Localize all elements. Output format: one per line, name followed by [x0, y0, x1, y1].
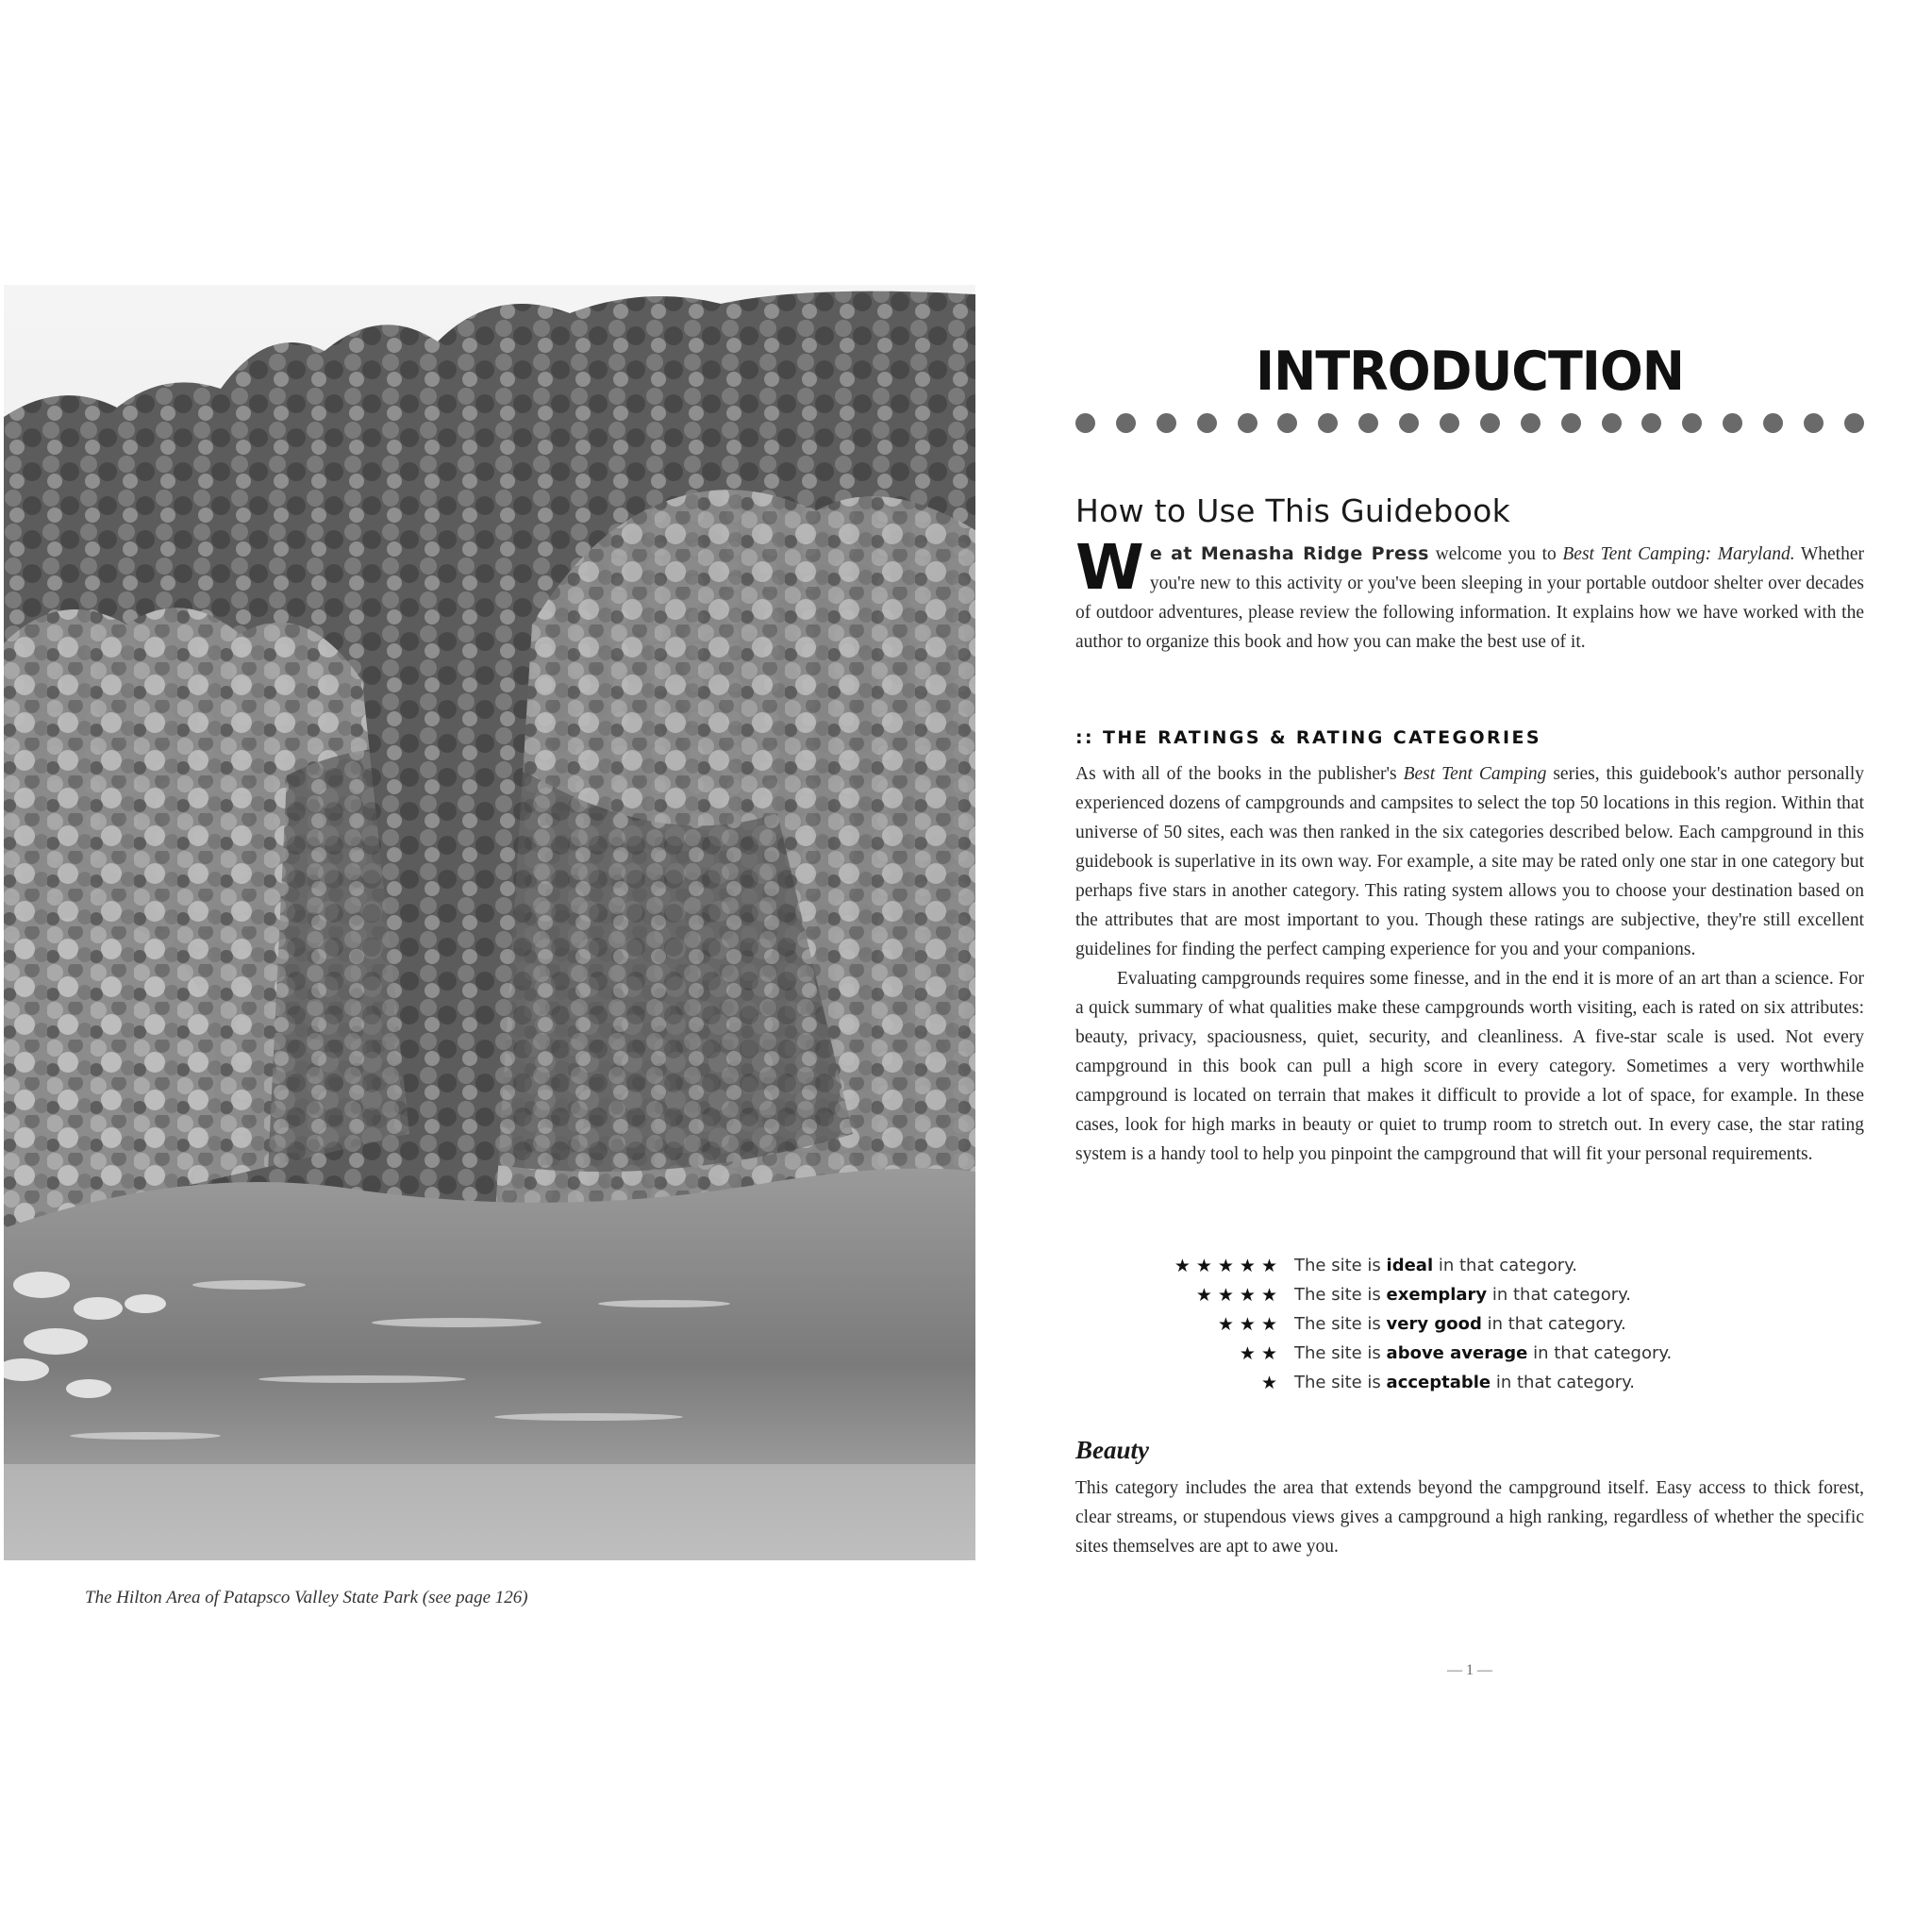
- divider-dot: [1238, 413, 1257, 433]
- ratings-paragraph-2: Evaluating campgrounds requires some finesse, and in the end it is more of an art than a science. For a quick summary of what qualities make these campgrounds worth visiting, each is rated on six attributes: beauty, privacy, spaciousness, quiet, security, and cleanliness. A five-star scale is used. Not every campground in this book can pull a high score in every category. Sometimes a very worthwhile campground is located on terrain that makes it difficult to provide a lot of space, for example. In these cases, look for high marks in beauty or quiet to trump room to stretch out. In every case, the star rating system is a handy tool to help you pinpoint the campground that will fit your personal requirements.: [1075, 969, 1864, 1164]
- ratings-heading: :: THE RATINGS & RATING CATEGORIES: [1075, 727, 1541, 748]
- star-desc-before: The site is: [1294, 1256, 1387, 1275]
- divider-dot: [1763, 413, 1783, 433]
- star-row-2: [1113, 1339, 1679, 1368]
- star-description: [1294, 1373, 1635, 1392]
- star-description: [1294, 1343, 1672, 1363]
- divider-dot: [1561, 413, 1581, 433]
- star-icon: ★★: [1239, 1342, 1283, 1364]
- star-icon: ★: [1260, 1372, 1283, 1393]
- star-description: [1294, 1285, 1631, 1305]
- star-desc-after: in that category.: [1433, 1256, 1577, 1275]
- star-row-3: [1113, 1309, 1679, 1339]
- intro-text-after: Whether you're new to this activity or you've been sleeping in your portable outdoor shelter over decades of outdoor adventures, please review the following information. It explains how we have worked with the author to organize this book and how you can make the best use of it.: [1075, 544, 1865, 652]
- divider-dot: [1157, 413, 1176, 433]
- star-description: [1294, 1256, 1577, 1275]
- intro-text-before: welcome you to: [1428, 544, 1563, 564]
- divider-dot: [1318, 413, 1338, 433]
- star-desc-after: in that category.: [1481, 1314, 1626, 1334]
- divider-dot: [1682, 413, 1702, 433]
- star-description: [1294, 1314, 1626, 1334]
- star-scale: [1113, 1251, 1679, 1397]
- chapter-title: INTRODUCTION: [1256, 340, 1684, 403]
- star-term: ideal: [1386, 1256, 1434, 1275]
- star-desc-before: The site is: [1294, 1314, 1387, 1334]
- divider-dot: [1116, 413, 1136, 433]
- section-heading: How to Use This Guidebook: [1075, 492, 1511, 529]
- star-term: acceptable: [1386, 1373, 1491, 1392]
- photo-caption: The Hilton Area of Patapsco Valley State Park (see page 126): [85, 1588, 528, 1607]
- star-term: very good: [1386, 1314, 1482, 1334]
- divider-dot: [1804, 413, 1824, 433]
- star-row-1: [1113, 1368, 1679, 1397]
- intro-paragraph: [1075, 531, 1865, 657]
- divider-dot: [1641, 413, 1661, 433]
- star-desc-before: The site is: [1294, 1285, 1387, 1305]
- divider-dot: [1844, 413, 1864, 433]
- ratings-paragraph-1: [1075, 759, 1864, 964]
- star-icon: ★★★★: [1195, 1284, 1283, 1306]
- drop-cap: W: [1075, 531, 1144, 604]
- series-title: Best Tent Camping: [1403, 764, 1547, 784]
- divider-dot: [1197, 413, 1217, 433]
- star-term: exemplary: [1386, 1285, 1488, 1305]
- divider-dot: [1075, 413, 1095, 433]
- divider-dot: [1399, 413, 1419, 433]
- star-row-4: [1113, 1280, 1679, 1309]
- star-desc-after: in that category.: [1491, 1373, 1635, 1392]
- star-desc-after: in that category.: [1527, 1343, 1673, 1363]
- star-desc-before: The site is: [1294, 1373, 1387, 1392]
- beauty-heading: Beauty: [1075, 1436, 1149, 1464]
- divider-dot: [1440, 413, 1459, 433]
- ratings-p1-after: series, this guidebook's author personally experienced dozens of campgrounds and campsites to select the top 50 locations in this region. Within that universe of 50 sites, each was then ranked in the six categories described below. Each campground in this guidebook is superlative in its own way. For example, a site may be rated only one star in one category but perhaps five stars in another category. This rating system allows you to choose your destination based on the attributes that are most important to you. Though these ratings are subjective, they're still excellent guidelines for finding the perfect camping experience for you and your companions.: [1075, 764, 1864, 959]
- divider-dot: [1723, 413, 1742, 433]
- intro-lead: e at Menasha Ridge Press: [1149, 543, 1429, 564]
- river-forest-photo: [4, 285, 975, 1560]
- divider-dot: [1602, 413, 1622, 433]
- divider-dot: [1480, 413, 1500, 433]
- ratings-text: [1075, 759, 1864, 1169]
- star-icon: ★★★: [1217, 1313, 1283, 1335]
- star-term: above average: [1386, 1343, 1528, 1363]
- divider-dot: [1277, 413, 1297, 433]
- dot-divider: [1075, 410, 1864, 435]
- ratings-p1-before: As with all of the books in the publisher's: [1075, 764, 1404, 784]
- star-icon: ★★★★★: [1174, 1255, 1283, 1276]
- book-title: Best Tent Camping: Maryland.: [1562, 544, 1795, 564]
- beauty-paragraph: This category includes the area that extends beyond the campground itself. Easy access to thick forest, clear streams, or stupendous views gives a campground a high ranking, regardless of whether the specific sites themselves are apt to awe you.: [1075, 1478, 1864, 1557]
- divider-dot: [1358, 413, 1378, 433]
- star-desc-before: The site is: [1294, 1343, 1387, 1363]
- page-number: — 1 —: [1447, 1662, 1492, 1678]
- star-row-5: [1113, 1251, 1679, 1280]
- divider-dot: [1521, 413, 1541, 433]
- star-desc-after: in that category.: [1487, 1285, 1631, 1305]
